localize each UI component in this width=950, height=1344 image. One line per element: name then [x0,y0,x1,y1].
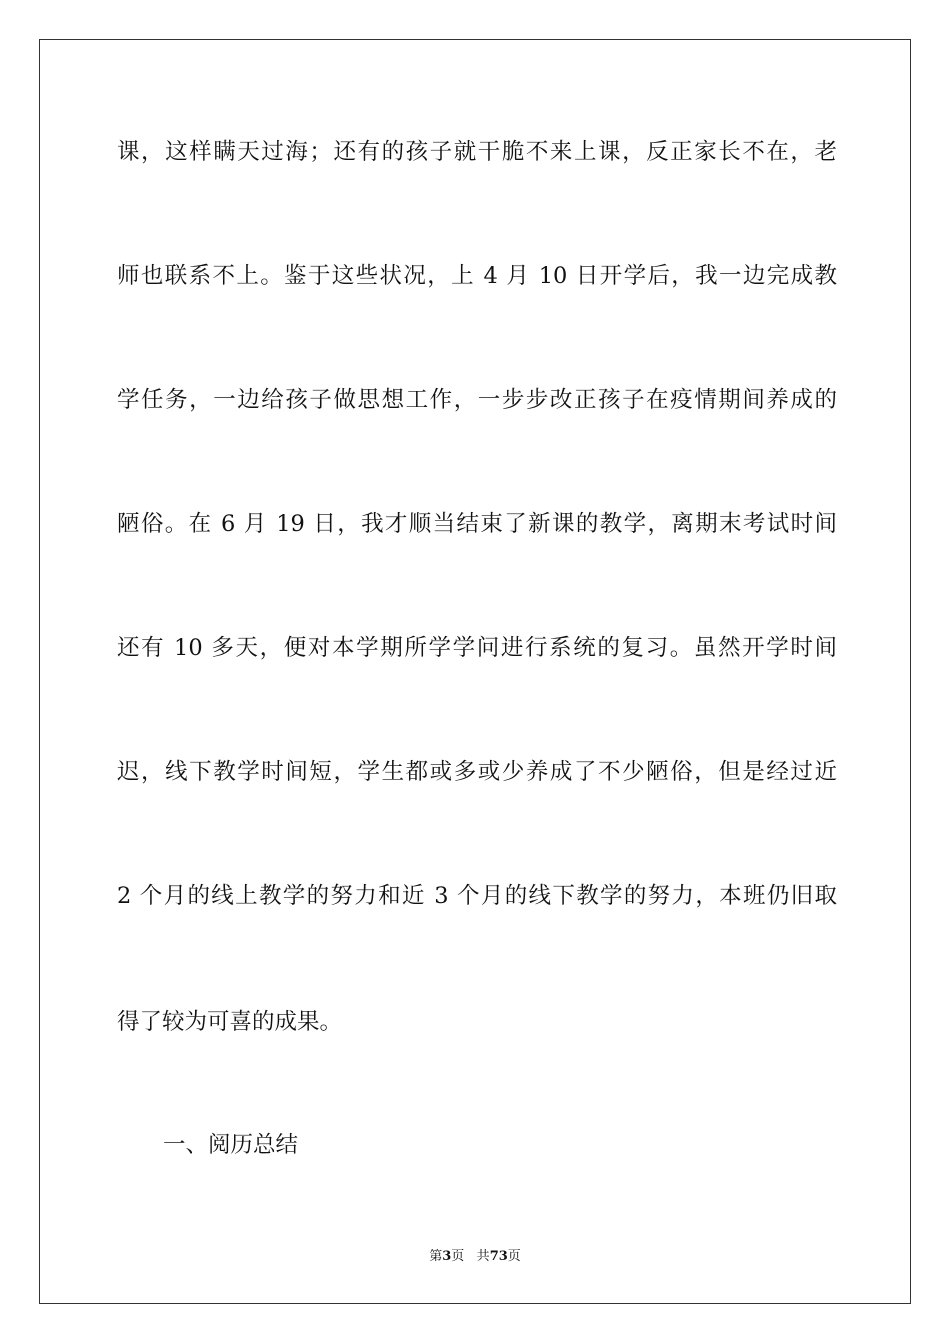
paragraph-line: 得了较为可喜的成果。 [117,1009,343,1035]
page-label-prefix: 第 [429,1249,443,1264]
page-footer [0,1248,950,1266]
total-label-suffix: 页 [507,1249,521,1264]
paragraph-line: 课，这样瞒天过海；还有的孩子就干脆不来上课，反正家长不在，老 [117,139,837,165]
page-label-suffix: 页 [451,1249,465,1264]
page-border [39,39,911,1304]
paragraph-line: 迟，线下教学时间短，学生都或多或少养成了不少陋俗，但是经过近 [117,759,837,785]
total-pages: 73 [489,1249,508,1264]
paragraph-line: 师也联系不上。鉴于这些状况，上 4 月 10 日开学后，我一边完成教 [117,263,837,289]
paragraph-line: 学任务，一边给孩子做思想工作，一步步改正孩子在疫情期间养成的 [117,387,837,413]
page-number: 3 [442,1249,452,1264]
paragraph-line: 还有 10 多天，便对本学期所学学问进行系统的复习。虽然开学时间 [117,635,837,661]
section-heading: 一、阅历总结 [163,1132,299,1158]
total-label-prefix: 共 [476,1249,490,1264]
paragraph-line: 陋俗。在 6 月 19 日，我才顺当结束了新课的教学，离期末考试时间 [117,511,837,537]
paragraph-line: 2 个月的线上教学的努力和近 3 个月的线下教学的努力，本班仍旧取 [117,883,837,909]
